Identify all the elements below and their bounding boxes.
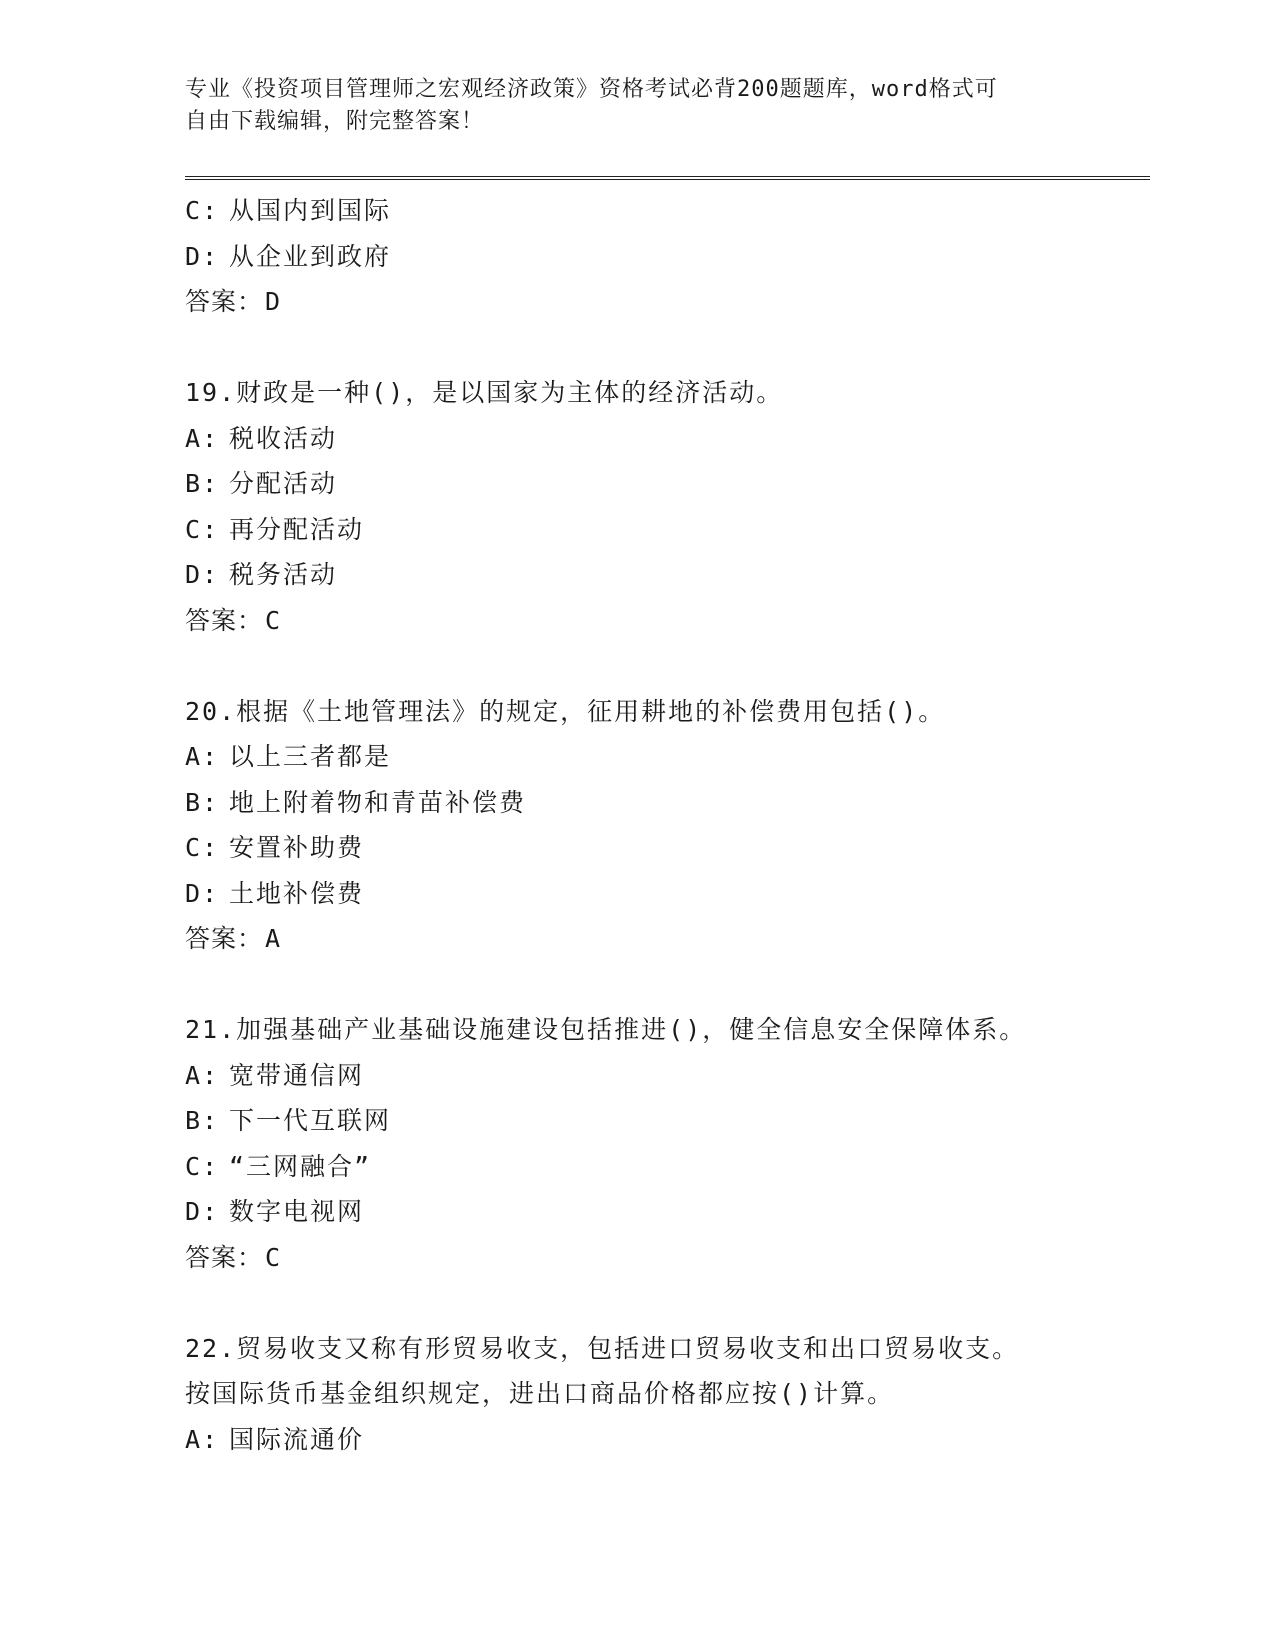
option-row	[185, 188, 1145, 234]
spacer	[185, 325, 1145, 371]
option-key: B:	[185, 469, 220, 498]
option-key: C:	[185, 833, 220, 862]
header-divider	[185, 176, 1150, 180]
question-text: 20.根据《土地管理法》的规定，征用耕地的补偿费用包括()。	[185, 696, 946, 726]
option-text: 从国内到国际	[229, 196, 392, 225]
option-key: A:	[185, 423, 220, 453]
option-key: D:	[185, 241, 220, 271]
option-text: 分配活动	[229, 469, 338, 498]
option-key: C:	[185, 1151, 220, 1181]
option-key: C:	[185, 196, 220, 225]
option-text: 国际流通价	[229, 1424, 365, 1454]
option-key: A:	[185, 1424, 220, 1454]
option-text: 税务活动	[229, 560, 338, 589]
answer-label: 答案：	[185, 605, 264, 635]
option-key: B:	[185, 787, 220, 817]
option-key: B:	[185, 1106, 220, 1135]
answer-value: D	[265, 287, 282, 316]
option-row	[185, 780, 1145, 826]
option-row	[185, 1417, 1145, 1463]
option-text: 税收活动	[229, 423, 338, 453]
option-row	[185, 507, 1145, 553]
answer-row	[185, 916, 1145, 962]
spacer	[185, 962, 1145, 1008]
option-text: 地上附着物和青苗补偿费	[229, 787, 527, 817]
option-text: “三网融合”	[229, 1151, 372, 1181]
option-key: D:	[185, 878, 220, 908]
option-row	[185, 871, 1145, 917]
question-text: 21.加强基础产业基础设施建设包括推进()，健全信息安全保障体系。	[185, 1015, 1027, 1044]
option-text: 宽带通信网	[229, 1060, 365, 1090]
option-row	[185, 734, 1145, 780]
question-text-continued: 按国际货币基金组织规定，进出口商品价格都应按()计算。	[185, 1379, 895, 1408]
header-line-2: 自由下载编辑，附完整答案！	[185, 109, 485, 134]
option-row	[185, 1098, 1145, 1144]
answer-row	[185, 598, 1145, 644]
option-key: C:	[185, 514, 220, 544]
option-text: 以上三者都是	[229, 742, 392, 771]
option-text: 从企业到政府	[229, 241, 392, 271]
answer-label: 答案：	[185, 287, 264, 316]
question-list	[185, 188, 1145, 1462]
option-row	[185, 234, 1145, 280]
option-key: A:	[185, 742, 220, 771]
answer-row	[185, 279, 1145, 325]
option-row	[185, 416, 1145, 462]
option-text: 下一代互联网	[229, 1106, 392, 1135]
option-row	[185, 825, 1145, 871]
option-row	[185, 1053, 1145, 1099]
spacer	[185, 643, 1145, 689]
option-key: D:	[185, 560, 220, 589]
option-text: 数字电视网	[229, 1197, 365, 1226]
question-text: 22.贸易收支又称有形贸易收支，包括进口贸易收支和出口贸易收支。	[185, 1333, 1020, 1363]
answer-label: 答案：	[185, 924, 264, 953]
option-key: A:	[185, 1060, 220, 1090]
question-text: 19.财政是一种()，是以国家为主体的经济活动。	[185, 378, 784, 407]
answer-label: 答案：	[185, 1242, 264, 1272]
spacer	[185, 1280, 1145, 1326]
option-row	[185, 552, 1145, 598]
option-row	[185, 1144, 1145, 1190]
option-text: 再分配活动	[229, 514, 365, 544]
document-header	[185, 74, 1065, 138]
option-row	[185, 1189, 1145, 1235]
option-row	[185, 461, 1145, 507]
header-line-1: 专业《投资项目管理师之宏观经济政策》资格考试必背200题题库，word格式可	[185, 77, 998, 102]
answer-value: C	[265, 605, 282, 635]
answer-value: A	[265, 924, 282, 953]
answer-value: C	[265, 1242, 282, 1272]
option-text: 土地补偿费	[229, 878, 365, 908]
answer-row	[185, 1235, 1145, 1281]
option-text: 安置补助费	[229, 833, 365, 862]
option-key: D:	[185, 1197, 220, 1226]
